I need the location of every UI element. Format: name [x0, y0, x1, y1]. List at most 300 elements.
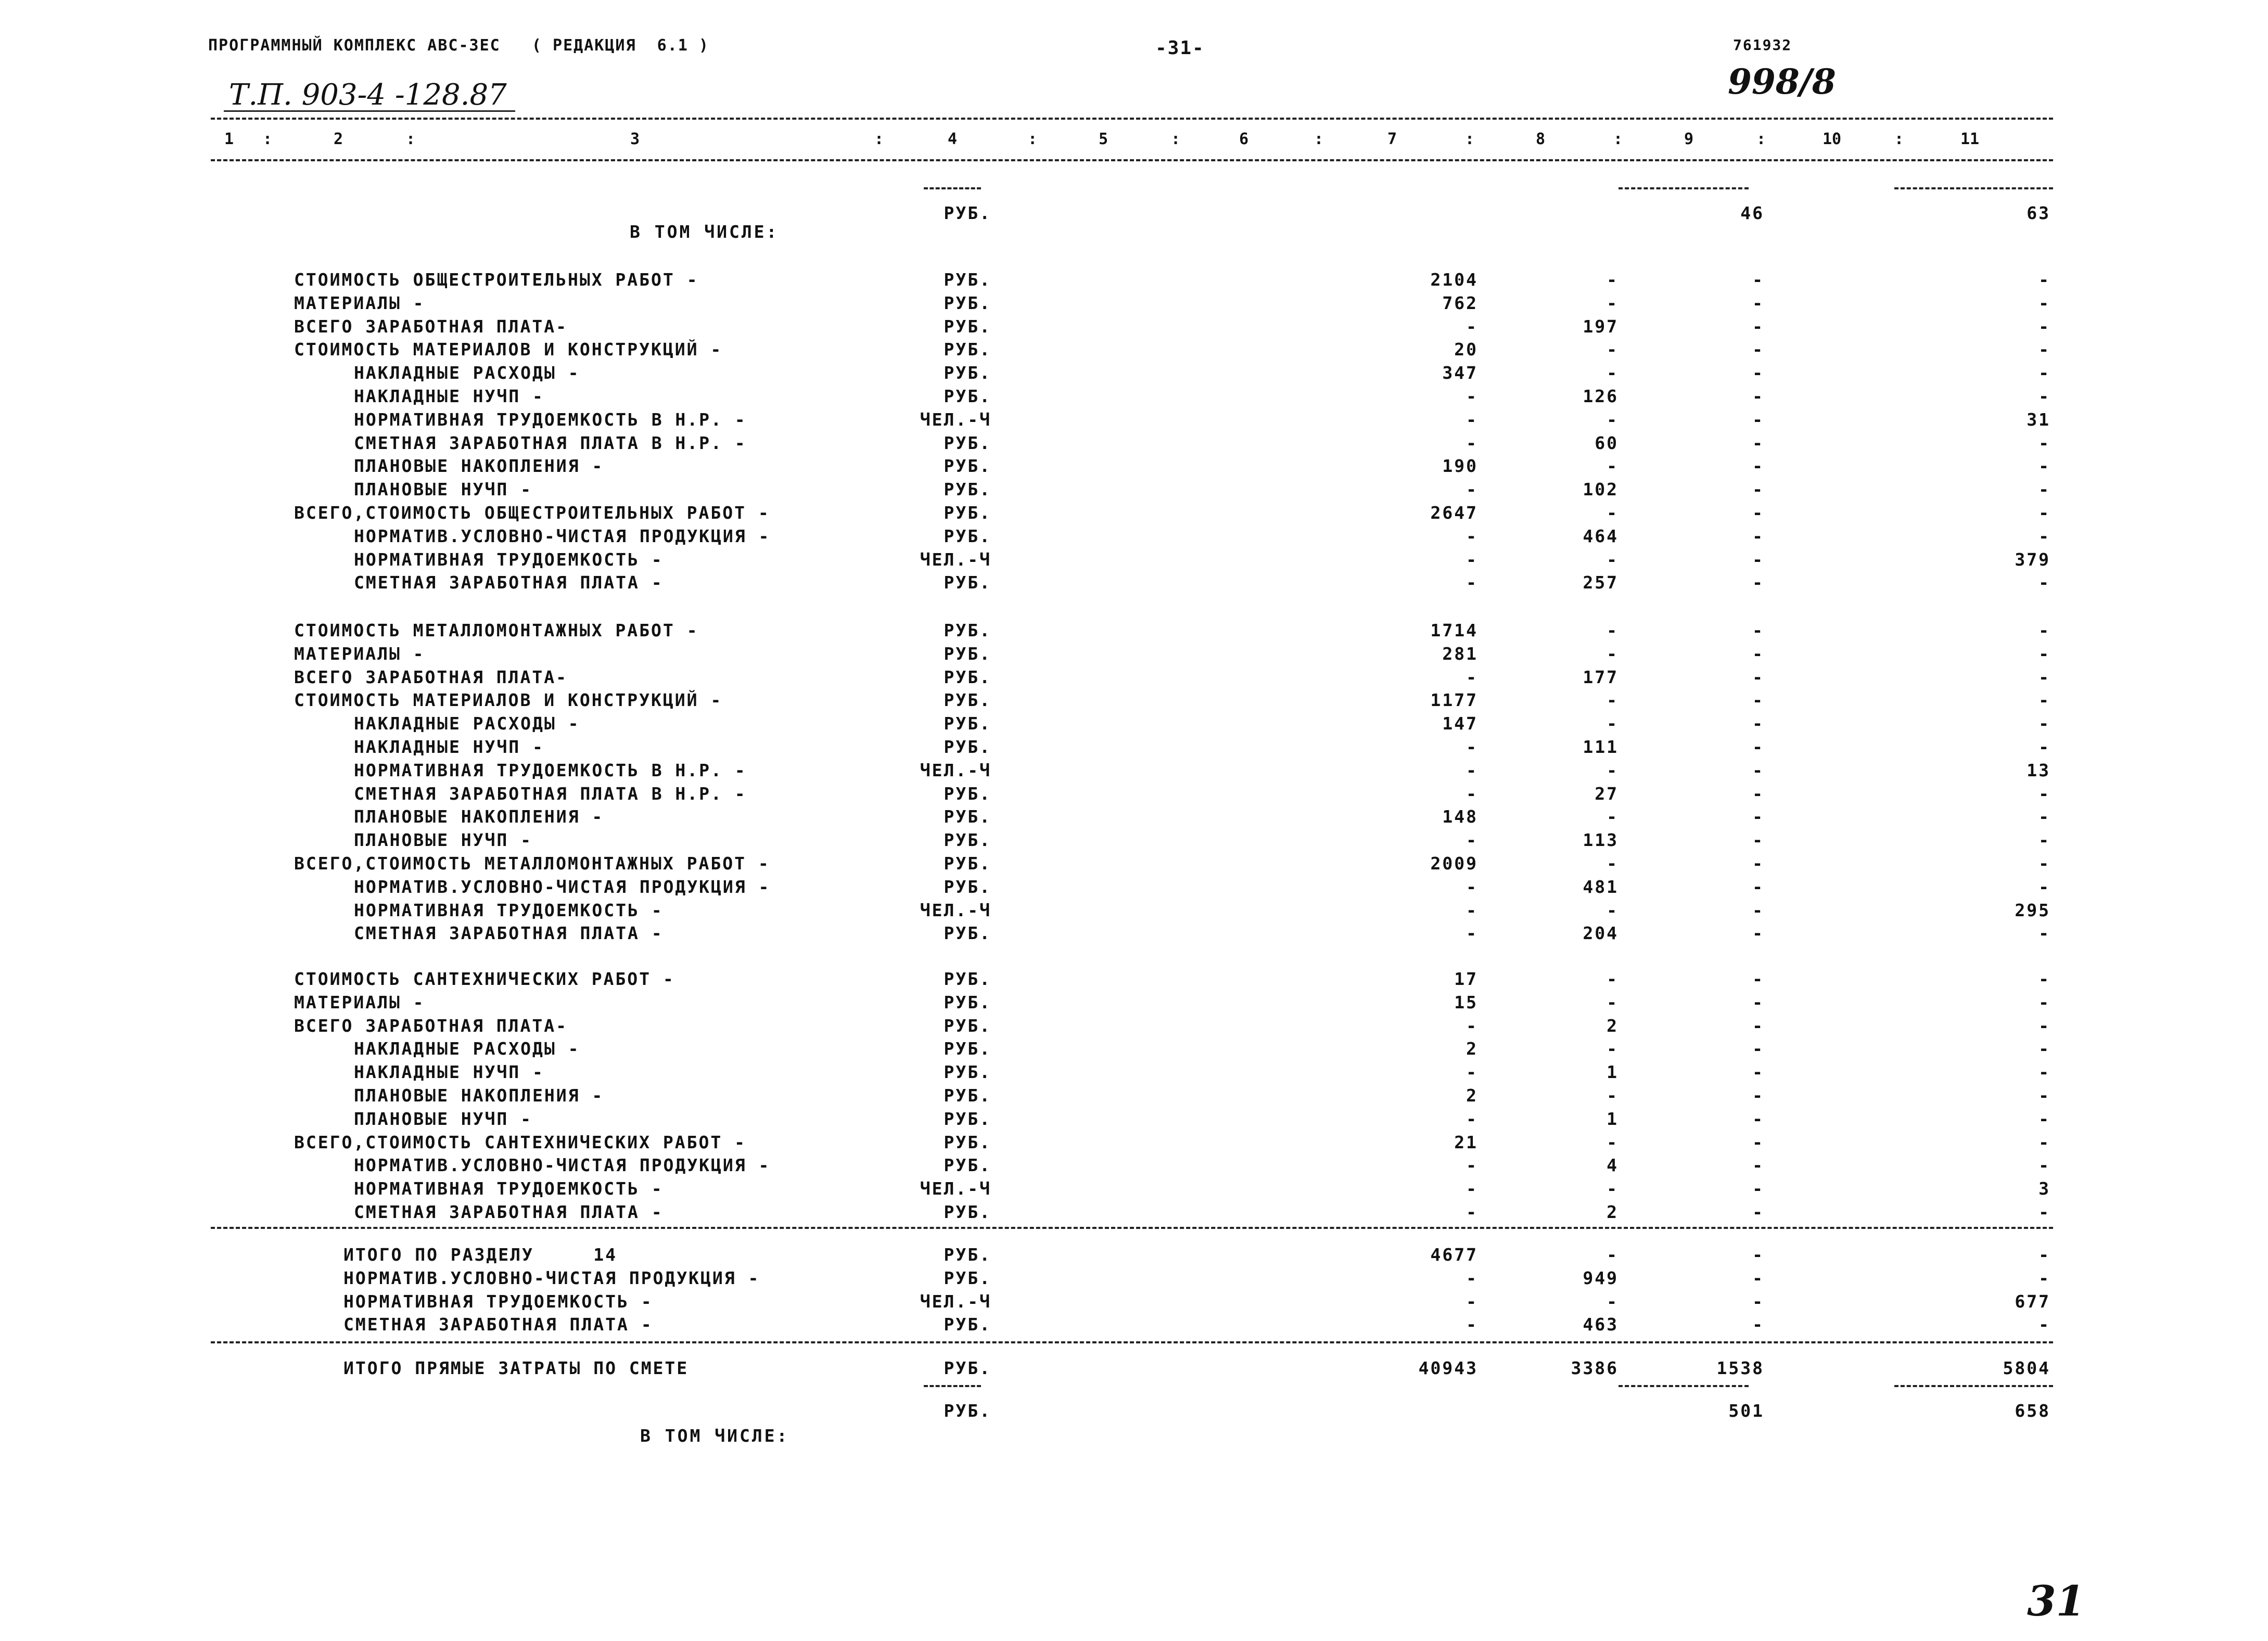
row-col9: -: [1752, 667, 1764, 687]
estimate-row: [0, 969, 2268, 990]
row-label: СТОИМОСТЬ САНТЕХНИЧЕСКИХ РАБОТ -: [294, 969, 675, 989]
row-unit: РУБ.: [944, 1039, 991, 1059]
estimate-row: [0, 1268, 2268, 1289]
row-col7: -: [1466, 830, 1478, 850]
row-col9: -: [1752, 1314, 1764, 1335]
estimate-row: [0, 363, 2268, 383]
row-col8: 949: [1583, 1268, 1619, 1288]
row-col7: -: [1466, 386, 1478, 406]
row-col7: 147: [1442, 713, 1478, 734]
row-col11: -: [2038, 784, 2050, 804]
row-col8: 1: [1607, 1062, 1619, 1082]
row-col11: 3: [2038, 1178, 2050, 1199]
row-unit: РУБ.: [944, 270, 991, 290]
row-col9: -: [1752, 713, 1764, 734]
row-col7: -: [1466, 549, 1478, 570]
row-col8: -: [1607, 409, 1619, 430]
column-number: 3: [630, 130, 640, 148]
column-number: 4: [947, 130, 958, 148]
row-col11: 31: [2027, 409, 2050, 430]
estimate-row: [0, 1202, 2268, 1223]
row-label: НАКЛАДНЫЕ НУЧП -: [354, 386, 544, 406]
row-col7: -: [1466, 316, 1478, 337]
row-col7: -: [1466, 433, 1478, 453]
row-col9: -: [1752, 644, 1764, 664]
row-col7: -: [1466, 877, 1478, 897]
estimate-row: [0, 713, 2268, 734]
row-unit: РУБ.: [944, 1155, 991, 1175]
row-unit: РУБ.: [944, 644, 991, 664]
row-col11: -: [2038, 830, 2050, 850]
row-col11: -: [2038, 1109, 2050, 1129]
row-unit: РУБ.: [944, 806, 991, 827]
row-col9: -: [1752, 1245, 1764, 1265]
row-col11: -: [2038, 479, 2050, 499]
estimate-row: [0, 572, 2268, 593]
row-unit: РУБ.: [944, 479, 991, 499]
row-unit: ЧЕЛ.-Ч: [920, 1291, 991, 1312]
row-col7: -: [1466, 1062, 1478, 1082]
row-col11: -: [2038, 1202, 2050, 1222]
row-label: НАКЛАДНЫЕ НУЧП -: [354, 737, 544, 757]
row-col8: 481: [1583, 877, 1619, 897]
row-col8: 126: [1583, 386, 1619, 406]
row-col11: 13: [2027, 760, 2050, 780]
row-col9: -: [1752, 1155, 1764, 1175]
column-number: 6: [1239, 130, 1249, 148]
row-col9: -: [1752, 409, 1764, 430]
row-col11: -: [2038, 526, 2050, 546]
header-bottom-rule: [211, 159, 2053, 161]
row-col8: -: [1607, 620, 1619, 640]
row-label: НАКЛАДНЫЕ РАСХОДЫ -: [354, 713, 580, 734]
grand-total-row: [0, 1358, 2268, 1379]
row-col8: -: [1607, 339, 1619, 360]
row-col9: -: [1752, 784, 1764, 804]
row-label: НОРМАТИВНАЯ ТРУДОЕМКОСТЬ -: [354, 900, 664, 920]
row-label: НАКЛАДНЫЕ РАСХОДЫ -: [354, 363, 580, 383]
row-col8: 102: [1583, 479, 1619, 499]
row-col7: -: [1466, 900, 1478, 920]
estimate-row: [0, 1314, 2268, 1335]
estimate-row: [0, 737, 2268, 758]
project-underline: [224, 110, 515, 112]
row-col7: -: [1466, 1314, 1478, 1335]
row-col11: -: [2038, 969, 2050, 989]
row-col7: -: [1466, 1016, 1478, 1036]
row-label: НОРМАТИВНАЯ ТРУДОЕМКОСТЬ В Н.Р. -: [354, 760, 747, 780]
row-col9: -: [1752, 853, 1764, 874]
row-label: ВСЕГО ЗАРАБОТНАЯ ПЛАТА-: [294, 1016, 568, 1036]
row-label: ВСЕГО,СТОИМОСТЬ САНТЕХНИЧЕСКИХ РАБОТ -: [294, 1132, 746, 1152]
bottom-col9-rule: [1619, 1385, 1749, 1387]
top-total-unit: РУБ.: [944, 203, 991, 223]
row-col8: -: [1607, 363, 1619, 383]
row-col7: 15: [1454, 992, 1478, 1012]
estimate-row: [0, 339, 2268, 360]
row-label: НОРМАТИВ.УСЛОВНО-ЧИСТАЯ ПРОДУКЦИЯ -: [354, 1155, 771, 1175]
row-col11: 677: [2015, 1291, 2050, 1312]
grand-total-label: ИТОГО ПРЯМЫЕ ЗАТРАТЫ ПО СМЕТЕ: [343, 1358, 689, 1378]
row-col11: -: [2038, 620, 2050, 640]
project-code-handwritten: Т.П. 903-4 -128.87: [229, 78, 507, 112]
row-label: СТОИМОСТЬ МАТЕРИАЛОВ И КОНСТРУКЦИЙ -: [294, 690, 723, 710]
row-unit: РУБ.: [944, 1202, 991, 1222]
row-col8: -: [1607, 1039, 1619, 1059]
row-col7: 148: [1442, 806, 1478, 827]
column-separator: :: [1028, 130, 1038, 148]
row-unit: РУБ.: [944, 1268, 991, 1288]
in-that-number-heading: В ТОМ ЧИСЛЕ:: [630, 222, 779, 242]
row-unit: РУБ.: [944, 1062, 991, 1082]
unit-rule: [924, 187, 981, 189]
estimate-row: [0, 479, 2268, 500]
row-col9: -: [1752, 572, 1764, 593]
estimate-row: [0, 1039, 2268, 1059]
row-col11: -: [2038, 923, 2050, 943]
col11-rule: [1894, 187, 2053, 189]
column-number: 9: [1684, 130, 1694, 148]
row-col8: -: [1607, 760, 1619, 780]
row-label: НАКЛАДНЫЕ НУЧП -: [354, 1062, 544, 1082]
top-total-row: [0, 203, 2268, 224]
row-unit: РУБ.: [944, 690, 991, 710]
row-col11: -: [2038, 1155, 2050, 1175]
row-col7: 21: [1454, 1132, 1478, 1152]
bottom-col11-rule: [1894, 1385, 2053, 1387]
row-col11: -: [2038, 433, 2050, 453]
row-col8: -: [1607, 549, 1619, 570]
column-separator: :: [1613, 130, 1623, 148]
row-col11: -: [2038, 1039, 2050, 1059]
row-unit: РУБ.: [944, 503, 991, 523]
row-col7: 2104: [1430, 270, 1478, 290]
row-label: СМЕТНАЯ ЗАРАБОТНАЯ ПЛАТА -: [354, 1202, 664, 1222]
bottom-unit-rule: [924, 1385, 981, 1387]
row-col11: -: [2038, 737, 2050, 757]
row-col8: -: [1607, 690, 1619, 710]
row-unit: ЧЕЛ.-Ч: [920, 1178, 991, 1199]
row-col9: -: [1752, 1039, 1764, 1059]
row-col9: -: [1752, 433, 1764, 453]
row-col7: 2009: [1430, 853, 1478, 874]
row-col7: 281: [1442, 644, 1478, 664]
row-unit: ЧЕЛ.-Ч: [920, 760, 991, 780]
row-col9: -: [1752, 1085, 1764, 1106]
estimate-row: [0, 992, 2268, 1013]
row-col7: -: [1466, 667, 1478, 687]
section-total-rule: [211, 1227, 2053, 1229]
row-col8: -: [1607, 1178, 1619, 1199]
row-col9: -: [1752, 526, 1764, 546]
row-col9: -: [1752, 1016, 1764, 1036]
row-label: ПЛАНОВЫЕ НУЧП -: [354, 830, 533, 850]
row-col7: 20: [1454, 339, 1478, 360]
column-separator: :: [1894, 130, 1904, 148]
row-col11: -: [2038, 713, 2050, 734]
row-label: СМЕТНАЯ ЗАРАБОТНАЯ ПЛАТА В Н.Р. -: [354, 433, 747, 453]
row-col9: -: [1752, 690, 1764, 710]
row-col9: -: [1752, 830, 1764, 850]
column-number: 10: [1822, 130, 1842, 148]
row-col7: 762: [1442, 293, 1478, 313]
row-col11: -: [2038, 667, 2050, 687]
row-col7: -: [1466, 784, 1478, 804]
top-total-col11: 63: [2027, 203, 2050, 223]
row-col7: -: [1466, 409, 1478, 430]
row-col7: 347: [1442, 363, 1478, 383]
bottom-total-unit: РУБ.: [944, 1401, 991, 1421]
row-label: ПЛАНОВЫЕ НАКОПЛЕНИЯ -: [354, 1085, 604, 1106]
row-col11: -: [2038, 1245, 2050, 1265]
estimate-row: [0, 433, 2268, 454]
column-number: 11: [1960, 130, 1980, 148]
row-col7: 190: [1442, 456, 1478, 476]
page-number: -31-: [1155, 37, 1205, 59]
estimate-row: [0, 877, 2268, 898]
row-col11: -: [2038, 503, 2050, 523]
bottom-total-col9: 501: [1728, 1401, 1764, 1421]
grand-total-rule: [211, 1341, 2053, 1343]
estimate-row: [0, 1016, 2268, 1036]
row-col8: 113: [1583, 830, 1619, 850]
row-col8: -: [1607, 806, 1619, 827]
row-col9: -: [1752, 1132, 1764, 1152]
row-col8: 27: [1595, 784, 1619, 804]
row-col8: 2: [1607, 1016, 1619, 1036]
row-col11: -: [2038, 1085, 2050, 1106]
column-number: 2: [333, 130, 343, 148]
row-label: ИТОГО ПО РАЗДЕЛУ 14: [343, 1245, 617, 1265]
row-col9: -: [1752, 456, 1764, 476]
row-col8: -: [1607, 992, 1619, 1012]
row-col9: -: [1752, 900, 1764, 920]
row-unit: РУБ.: [944, 1245, 991, 1265]
row-col8: 111: [1583, 737, 1619, 757]
row-col9: -: [1752, 339, 1764, 360]
row-col9: -: [1752, 549, 1764, 570]
row-col9: -: [1752, 992, 1764, 1012]
row-col11: -: [2038, 1268, 2050, 1288]
estimate-row: [0, 1085, 2268, 1106]
row-col7: -: [1466, 526, 1478, 546]
row-unit: РУБ.: [944, 1314, 991, 1335]
bottom-in-that-number: В ТОМ ЧИСЛЕ:: [640, 1426, 789, 1446]
col9-rule: [1619, 187, 1749, 189]
document-number: 761932: [1733, 36, 1792, 54]
row-label: ПЛАНОВЫЕ НУЧП -: [354, 1109, 533, 1129]
column-separator: :: [406, 130, 416, 148]
row-col7: 2: [1466, 1085, 1478, 1106]
row-col8: -: [1607, 969, 1619, 989]
estimate-row: [0, 923, 2268, 944]
row-unit: ЧЕЛ.-Ч: [920, 549, 991, 570]
row-col11: -: [2038, 806, 2050, 827]
estimate-row: [0, 830, 2268, 851]
row-label: СМЕТНАЯ ЗАРАБОТНАЯ ПЛАТА -: [354, 572, 664, 593]
row-label: МАТЕРИАЛЫ -: [294, 992, 425, 1012]
row-col7: -: [1466, 760, 1478, 780]
row-col9: -: [1752, 806, 1764, 827]
row-col8: 463: [1583, 1314, 1619, 1335]
row-col8: -: [1607, 270, 1619, 290]
row-col8: 197: [1583, 316, 1619, 337]
row-col9: -: [1752, 1178, 1764, 1199]
row-label: НОРМАТИВНАЯ ТРУДОЕМКОСТЬ -: [343, 1291, 653, 1312]
row-col9: -: [1752, 1268, 1764, 1288]
row-col11: -: [2038, 644, 2050, 664]
row-unit: РУБ.: [944, 339, 991, 360]
row-unit: РУБ.: [944, 1132, 991, 1152]
row-col7: -: [1466, 1202, 1478, 1222]
row-col9: -: [1752, 363, 1764, 383]
row-col8: -: [1607, 1291, 1619, 1312]
row-unit: РУБ.: [944, 784, 991, 804]
estimate-row: [0, 270, 2268, 290]
row-col8: -: [1607, 293, 1619, 313]
bottom-total-row: [0, 1401, 2268, 1421]
row-col8: -: [1607, 1085, 1619, 1106]
row-col7: -: [1466, 572, 1478, 593]
row-label: СТОИМОСТЬ МАТЕРИАЛОВ И КОНСТРУКЦИЙ -: [294, 339, 723, 360]
row-col8: -: [1607, 1132, 1619, 1152]
row-col11: -: [2038, 316, 2050, 337]
row-col8: 1: [1607, 1109, 1619, 1129]
top-total-col9: 46: [1740, 203, 1764, 223]
row-label: МАТЕРИАЛЫ -: [294, 293, 425, 313]
estimate-row: [0, 503, 2268, 523]
row-col11: -: [2038, 877, 2050, 897]
column-number: 8: [1535, 130, 1546, 148]
row-unit: РУБ.: [944, 830, 991, 850]
estimate-row: [0, 853, 2268, 874]
estimate-row: [0, 549, 2268, 570]
row-label: ПЛАНОВЫЕ НУЧП -: [354, 479, 533, 499]
row-unit: РУБ.: [944, 433, 991, 453]
row-col11: 379: [2015, 549, 2050, 570]
column-number: 1: [224, 130, 234, 148]
row-col8: 2: [1607, 1202, 1619, 1222]
estimate-row: [0, 1109, 2268, 1130]
column-separator: :: [1465, 130, 1475, 148]
estimate-row: [0, 526, 2268, 547]
row-col11: -: [2038, 456, 2050, 476]
estimate-row: [0, 806, 2268, 827]
row-col11: -: [2038, 1314, 2050, 1335]
row-col11: -: [2038, 339, 2050, 360]
row-col11: -: [2038, 363, 2050, 383]
estimate-row: [0, 667, 2268, 688]
row-label: НОРМАТИВНАЯ ТРУДОЕМКОСТЬ -: [354, 1178, 664, 1199]
row-col8: -: [1607, 713, 1619, 734]
row-unit: ЧЕЛ.-Ч: [920, 900, 991, 920]
bottom-total-col11: 658: [2015, 1401, 2050, 1421]
estimate-row: [0, 456, 2268, 477]
row-unit: РУБ.: [944, 969, 991, 989]
row-col9: -: [1752, 293, 1764, 313]
estimate-row: [0, 620, 2268, 641]
estimate-row: [0, 1155, 2268, 1176]
row-unit: РУБ.: [944, 877, 991, 897]
row-col9: -: [1752, 760, 1764, 780]
row-col11: -: [2038, 992, 2050, 1012]
row-col7: 2: [1466, 1039, 1478, 1059]
row-col11: -: [2038, 293, 2050, 313]
estimate-row: [0, 409, 2268, 430]
row-col8: -: [1607, 853, 1619, 874]
grand-total-col8: 3386: [1571, 1358, 1619, 1378]
row-col9: -: [1752, 923, 1764, 943]
row-col11: -: [2038, 386, 2050, 406]
column-separator: :: [1314, 130, 1324, 148]
estimate-row: [0, 1132, 2268, 1153]
row-col9: -: [1752, 737, 1764, 757]
row-label: НОРМАТИВ.УСЛОВНО-ЧИСТАЯ ПРОДУКЦИЯ -: [343, 1268, 760, 1288]
row-unit: РУБ.: [944, 456, 991, 476]
estimate-row: [0, 386, 2268, 407]
row-col11: -: [2038, 270, 2050, 290]
row-unit: РУБ.: [944, 386, 991, 406]
estimate-row: [0, 690, 2268, 711]
row-unit: РУБ.: [944, 293, 991, 313]
sheet-code-handwritten: 998/8: [1728, 61, 1836, 102]
row-label: СМЕТНАЯ ЗАРАБОТНАЯ ПЛАТА В Н.Р. -: [354, 784, 747, 804]
row-label: ВСЕГО ЗАРАБОТНАЯ ПЛАТА-: [294, 316, 568, 337]
row-label: ПЛАНОВЫЕ НАКОПЛЕНИЯ -: [354, 456, 604, 476]
row-col7: 4677: [1430, 1245, 1478, 1265]
row-col7: 2647: [1430, 503, 1478, 523]
row-col8: 464: [1583, 526, 1619, 546]
column-separator: :: [874, 130, 884, 148]
row-col7: -: [1466, 479, 1478, 499]
row-label: СТОИМОСТЬ МЕТАЛЛОМОНТАЖНЫХ РАБОТ -: [294, 620, 699, 640]
estimate-row: [0, 644, 2268, 664]
row-col8: 257: [1583, 572, 1619, 593]
row-unit: РУБ.: [944, 853, 991, 874]
row-col9: -: [1752, 1109, 1764, 1129]
row-label: НОРМАТИВ.УСЛОВНО-ЧИСТАЯ ПРОДУКЦИЯ -: [354, 526, 771, 546]
row-col11: -: [2038, 572, 2050, 593]
row-col9: -: [1752, 1062, 1764, 1082]
row-unit: РУБ.: [944, 923, 991, 943]
estimate-row: [0, 1062, 2268, 1083]
row-unit: РУБ.: [944, 713, 991, 734]
row-unit: РУБ.: [944, 737, 991, 757]
grand-total-col9: 1538: [1716, 1358, 1764, 1378]
row-col11: -: [2038, 690, 2050, 710]
row-col8: -: [1607, 900, 1619, 920]
row-label: СМЕТНАЯ ЗАРАБОТНАЯ ПЛАТА -: [343, 1314, 653, 1335]
row-col9: -: [1752, 877, 1764, 897]
row-label: ВСЕГО,СТОИМОСТЬ ОБЩЕСТРОИТЕЛЬНЫХ РАБОТ -: [294, 503, 770, 523]
row-col7: 1177: [1430, 690, 1478, 710]
row-col8: -: [1607, 1245, 1619, 1265]
column-separator: :: [1171, 130, 1181, 148]
row-col11: -: [2038, 1016, 2050, 1036]
grand-total-col7: 40943: [1418, 1358, 1478, 1378]
column-separator: :: [263, 130, 273, 148]
row-label: СТОИМОСТЬ ОБЩЕСТРОИТЕЛЬНЫХ РАБОТ -: [294, 270, 699, 290]
row-unit: РУБ.: [944, 363, 991, 383]
estimate-row: [0, 1245, 2268, 1265]
row-col7: 1714: [1430, 620, 1478, 640]
row-unit: РУБ.: [944, 316, 991, 337]
row-label: НОРМАТИВНАЯ ТРУДОЕМКОСТЬ В Н.Р. -: [354, 409, 747, 430]
estimate-row: [0, 316, 2268, 337]
row-label: МАТЕРИАЛЫ -: [294, 644, 425, 664]
row-col9: -: [1752, 316, 1764, 337]
column-number: 5: [1098, 130, 1108, 148]
